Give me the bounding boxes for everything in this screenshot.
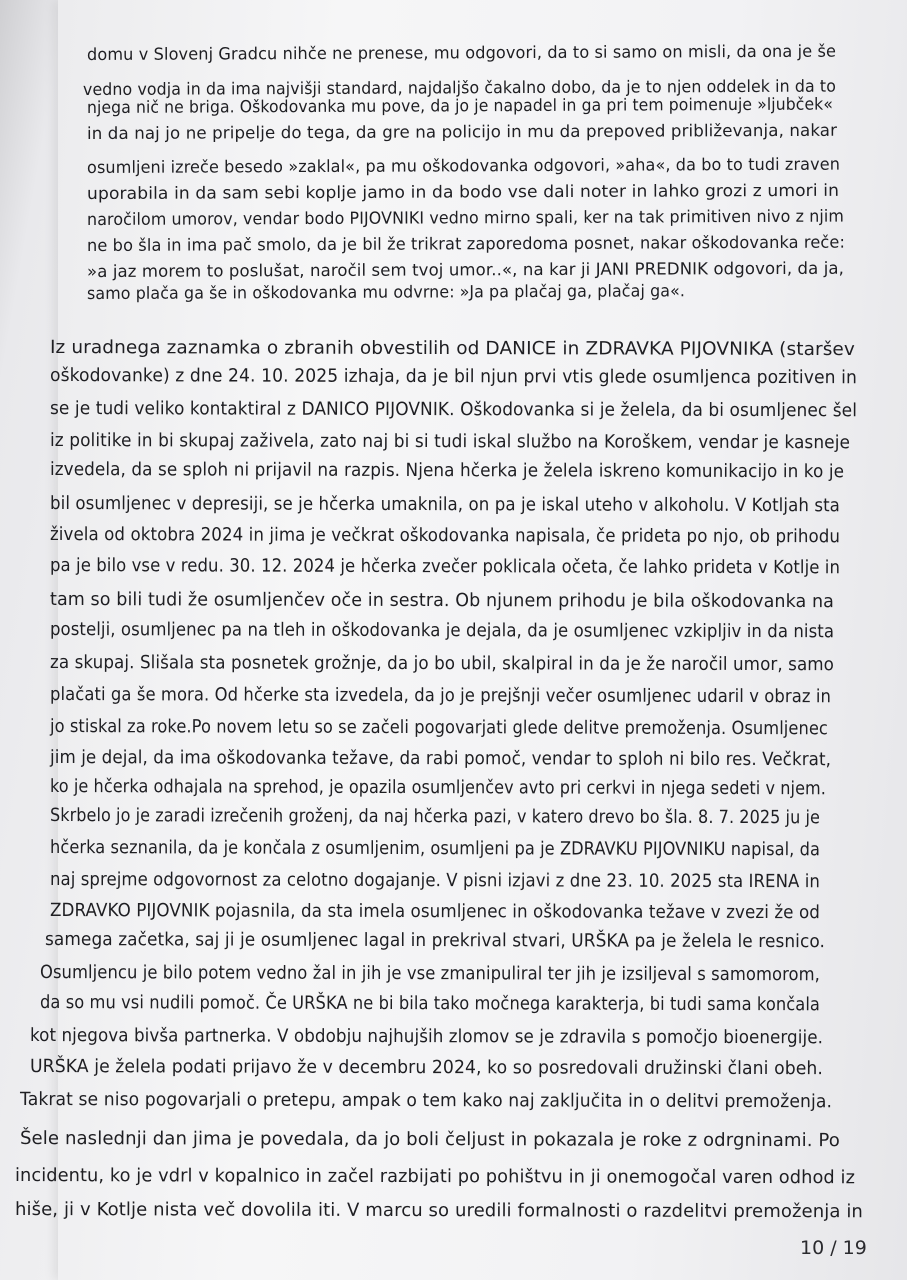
text-line: da so mu vsi nudili pomoč. Če URŠKA ne bi bila tako močnega karakterja, bi tudi sama končala [39, 992, 821, 1016]
text-line: »a jaz morem to poslušat, naročil sem tvoj umor..«, na kar ji JANI PREDNIK odgovori, da ja, [86, 258, 845, 281]
text-line: Šele naslednji dan jima je povedala, da jo boli čeljust in pokazala je roke z odrgninami. Po [19, 1128, 840, 1152]
text-line: izvedela, da se sploh ni prijavil na razpis. Njena hčerka je želela iskreno komunikacijo in ko je [49, 459, 845, 483]
text-line: pa je bilo vse v redu. 30. 12. 2024 je hčerka zvečer poklicala očeta, če lahko prideta v Kotlje in [49, 555, 841, 579]
text-line: jim je dejal, da ima oškodovanka težave, da rabi pomoč, vendar to sploh ni bilo res. Večkrat, [49, 747, 832, 771]
text-line: naj sprejme odgovornost za celotno dogajanje. V pisni izjavi z dne 23. 10. 2025 sta IRENA in [49, 869, 820, 893]
text-line: ko je hčerka odhajala na sprehod, je opazila osumljenčev avto pri cerkvi in njega sedeti v njem. [49, 776, 826, 800]
text-line: tam so bili tudi že osumljenčev oče in sestra. Ob njunem prihodu je bila oškodovanka na [49, 589, 835, 613]
text-line: Takrat se niso pogovarjali o pretepu, ampak o tem kako naj zaključita in o delitvi premoženja. [19, 1089, 833, 1113]
text-line: za skupaj. Slišala sta posnetek grožnje, da jo bo ubil, skalpiral in da je že naročil umor, samo [49, 652, 835, 676]
text-line: se je tudi veliko kontaktiral z DANICO PIJOVNIK. Oškodovanka si je želela, da bi osumljenec šel [49, 398, 858, 422]
text-line: bil osumljenec v depresiji, se je hčerka umaknila, on pa je iskal uteho v alkoholu. V Kotljah sta [49, 493, 840, 517]
text-line: uporabila in da sam sebi koplje jamo in da bodo vse dali noter in lahko grozi z umori in [86, 180, 840, 203]
text-line: osumljeni izreče besedo »zaklal«, pa mu oškodovanka odgovori, »aha«, da bo to tudi zraven [86, 154, 841, 177]
text-line: jo stiskal za roke.Po novem letu so se začeli pogovarjati glede delitve premoženja. Osumljenec [49, 716, 828, 740]
text-line: oškodovanke) z dne 24. 10. 2025 izhaja, da je bil njun prvi vtis glede osumljenca pozitiven in [49, 365, 858, 389]
text-line: vedno vodja in da ima najvišji standard, najdaljšo čakalno dobo, da je to njen oddelek in da to [82, 76, 837, 99]
text-line: Osumljencu je bilo potem vedno žal in jih je vse zmanipuliral ter jih je izsiljeval s samomorom, [39, 962, 820, 986]
text-line: hčerka seznanila, da je končala z osumljenim, osumljeni pa je ZDRAVKU PIJOVNIKU napisal, da [49, 837, 821, 861]
text-line: samo plača ga še in oškodovanka mu odvrne: »Ja pa plačaj ga, plačaj ga«. [86, 281, 686, 303]
text-line: iz politike in bi skupaj zaživela, zato naj bi si tudi iskal službo na Koroškem, vendar je kasneje [49, 430, 851, 454]
text-line: hiše, ji v Kotlje nista več dovolila iti. V marcu so uredili formalnosti o razdelitvi premoženja in [14, 1199, 863, 1223]
page-number: 10 / 19 [800, 1237, 867, 1259]
text-line: samega začetka, saj ji je osumljenec lagal in prekrival stvari, URŠKA pa je želela le resnico. [44, 929, 826, 953]
text-line: njega nič ne briga. Oškodovanka mu pove, da jo je napadel in ga pri tem poimenuje »ljubček« [86, 94, 834, 117]
text-line: plačati ga še mora. Od hčerke sta izvedela, da jo je prejšnji večer osumljenec udaril v obraz in [49, 684, 831, 708]
text-line: naročilom umorov, vendar bodo PIJOVNIKI vedno mirno spali, ker na tak primitiven nivo z njim [86, 206, 845, 229]
text-line: živela od oktobra 2024 in jima je večkrat oškodovanka napisala, če prideta po njo, ob prihodu [49, 524, 841, 548]
text-line: postelji, osumljenec pa na tleh in oškodovanka je dejala, da je osumljenec vzkipljiv in da nista [49, 619, 835, 643]
text-line: URŠKA je želela podati prijavo že v decembru 2024, ko so posredovali družinski člani obeh. [29, 1056, 824, 1080]
text-line: Skrbelo jo je zaradi izrečenih groženj, da naj hčerka pazi, v katero drevo bo šla. 8. 7. 2025 ju je [49, 805, 821, 829]
text-line: ne bo šla in ima pač smolo, da je bil že trikrat zaporedoma posnet, nakar oškodovanka reče: [86, 232, 846, 255]
text-line: domu v Slovenj Gradcu nihče ne prenese, mu odgovori, da to si samo on misli, da ona je še [86, 41, 837, 64]
text-line: kot njegova bivša partnerka. V obdobju najhujših zlomov se je zdravila s pomočjo bioenergije. [29, 1025, 824, 1049]
text-line: in da naj jo ne pripelje do tega, da gre na policijo in mu da prepoved približevanja, nakar [86, 120, 838, 143]
text-line: ZDRAVKO PIJOVNIK pojasnila, da sta imela osumljenec in oškodovanka težave v zvezi že od [49, 900, 821, 924]
text-line: Iz uradnega zaznamka o zbranih obvestilih od DANICE in ZDRAVKA PIJOVNIKA (staršev [49, 337, 855, 361]
text-line: incidentu, ko je vdrl v kopalnico in začel razbijati po pohištvu in ji onemogočal varen odhod iz [14, 1165, 856, 1189]
